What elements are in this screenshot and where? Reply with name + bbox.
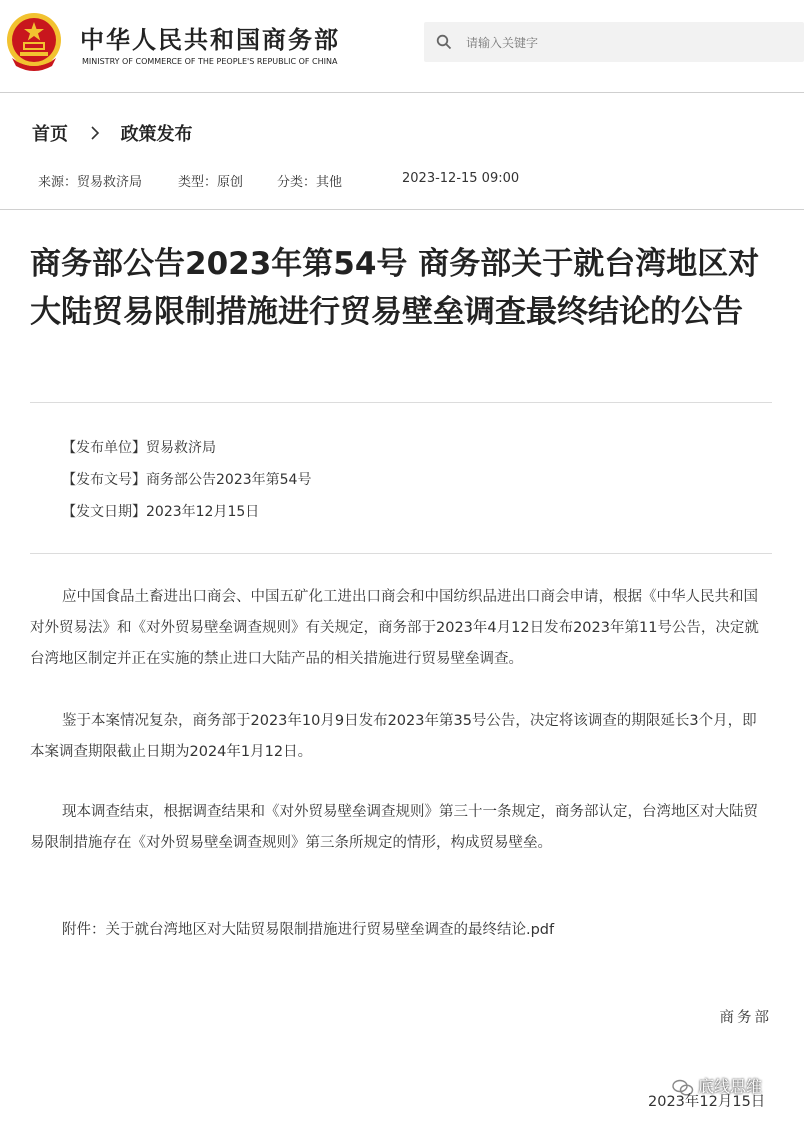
divider [30,402,772,403]
attachment-link[interactable]: 附件：关于就台湾地区对大陆贸易限制措施进行贸易壁垒调查的最终结论.pdf [62,922,555,938]
info-number: 【发布文号】商务部公告2023年第54号 [62,472,312,488]
breadcrumb [32,120,193,146]
article-paragraph: 应中国食品土畜进出口商会、中国五矿化工进出口商会和中国纺织品进出口商会申请，根据《中华人民共和国对外贸易法》和《对外贸易壁垒调查规则》有关规定，商务部于2023年4月12日发布2023年第11号公告，决定就台湾地区制定并正在实施的禁止进口大陆产品的相关措施进行贸易壁垒调查。 [30,589,759,667]
national-emblem-icon[interactable] [6,10,62,72]
article-paragraph: 现本调查结束，根据调查结果和《对外贸易壁垒调查规则》第三十一条规定，商务部认定，台湾地区对大陆贸易限制措施存在《对外贸易壁垒调查规则》第三条所规定的情形，构成贸易壁垒。 [30,804,758,851]
article-title: 商务部公告2023年第54号 商务部关于就台湾地区对大陆贸易限制措施进行贸易壁垒调查最终结论的公告 [30,246,760,330]
meta-datetime: 2023-12-15 09:00 [402,171,520,186]
info-date: 【发文日期】2023年12月15日 [62,504,260,520]
info-unit: 【发布单位】贸易救济局 [62,440,216,456]
search-input[interactable] [464,28,788,58]
watermark-text: 底线思维 [698,1077,763,1096]
site-header [0,0,804,93]
sign-date: 2023年12月15日 [648,1094,766,1110]
search-bar[interactable] [424,22,804,62]
divider [0,209,804,210]
search-icon[interactable] [436,34,452,50]
chevron-right-icon [90,126,100,140]
breadcrumb-home[interactable]: 首页 [32,124,68,145]
meta-type: 类型：原创 [178,175,244,190]
breadcrumb-current[interactable]: 政策发布 [120,124,193,145]
site-subtitle: MINISTRY OF COMMERCE OF THE PEOPLE'S REPUBLIC OF CHINA [82,57,338,66]
article-paragraph: 鉴于本案情况复杂，商务部于2023年10月9日发布2023年第35号公告，决定将该调查的期限延长3个月，即本案调查期限截止日期为2024年1月12日。 [30,713,757,760]
meta-source: 来源：贸易救济局 [38,175,143,190]
site-title[interactable]: 中华人民共和国商务部 [80,26,340,54]
signature: 商务部 [719,1010,772,1026]
meta-category: 分类：其他 [277,175,343,190]
divider [30,553,772,554]
